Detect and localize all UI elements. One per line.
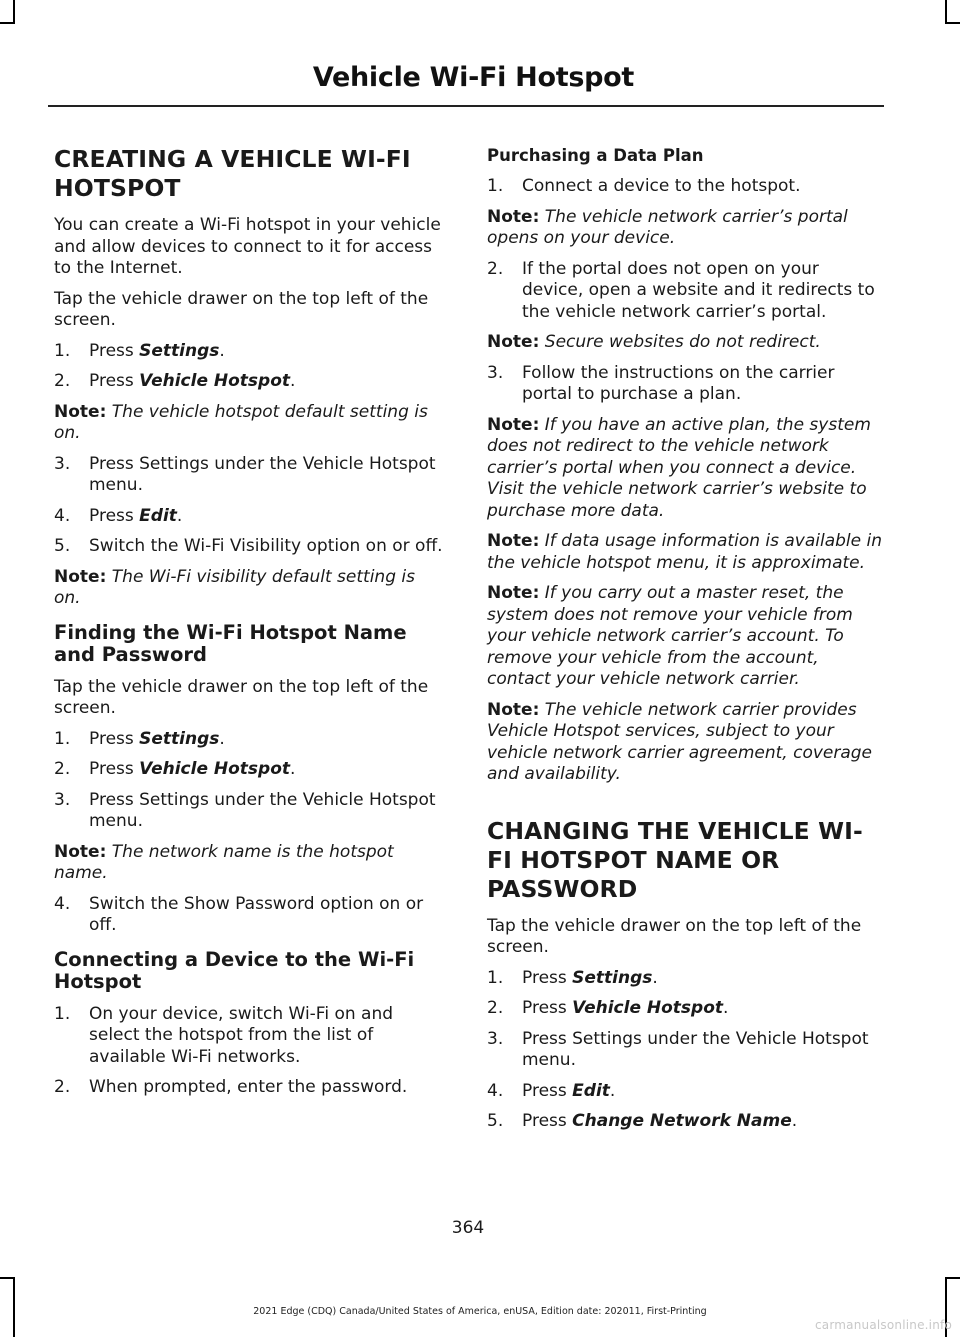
note — [487, 207, 883, 250]
note — [487, 332, 883, 354]
header-rule — [48, 105, 884, 107]
heading-line: HOTSPOT — [54, 174, 181, 202]
step-text: Press — [89, 371, 140, 391]
note-text: The vehicle network carrier provides Vehicle Hotspot services, subject to your vehicle network carrier agreement, coverage and availability. — [487, 699, 873, 784]
note-text: If you have an active plan, the system does not redirect to the vehicle network carrier’s portal when you connect a device. Visit the vehicle network carrier’s website to purchase more data. — [487, 414, 871, 521]
step-text: . — [290, 759, 296, 779]
list-item — [54, 536, 446, 558]
paragraph: Tap the vehicle drawer on the top left of the screen. — [54, 676, 429, 718]
step-text: Press — [89, 505, 140, 526]
list-item — [487, 1029, 883, 1072]
heading-line: CREATING A VEHICLE WI-FI — [54, 145, 411, 173]
section-heading — [487, 817, 883, 904]
step-text: Press — [89, 340, 140, 361]
list-item — [54, 729, 446, 751]
step-number: 2. — [54, 371, 71, 391]
list-item — [487, 363, 883, 406]
step-number: 1. — [487, 967, 504, 988]
crop-mark — [0, 22, 15, 24]
step-number: 3. — [54, 453, 71, 474]
step-text: If the portal does not open on your device, open a website and it redirects to the vehicle network carrier’s portal. — [522, 258, 875, 322]
step-emphasis: Settings — [572, 967, 653, 988]
step-text: . — [219, 728, 225, 749]
note-label: Note: — [54, 566, 107, 587]
subsection-heading: Connecting a Device to the Wi-Fi Hotspot — [54, 947, 415, 993]
list-item — [54, 341, 446, 363]
step-number: 1. — [487, 176, 504, 196]
note-text: Secure websites do not redirect. — [544, 332, 821, 352]
step-number: 3. — [487, 1028, 504, 1049]
step-text: . — [723, 998, 729, 1018]
step-emphasis: Vehicle Hotspot — [572, 998, 724, 1018]
step-text: Press — [89, 759, 140, 779]
step-text: . — [791, 1111, 798, 1131]
note-text: The vehicle network carrier’s portal opens on your device. — [487, 206, 848, 248]
step-number: 2. — [487, 998, 504, 1018]
step-text: Press — [522, 967, 573, 988]
note-text: The network name is the hotspot name. — [54, 841, 394, 883]
list-item — [487, 259, 883, 324]
list-item — [487, 1081, 883, 1103]
list-item — [487, 176, 883, 198]
step-text: Press Settings under the Vehicle Hotspot menu. — [89, 453, 436, 495]
list-item — [54, 759, 446, 781]
heading-line: FI HOTSPOT NAME OR — [487, 845, 780, 874]
note-label: Note: — [487, 206, 540, 227]
step-text: Press — [522, 1080, 573, 1101]
left-column — [54, 145, 446, 1108]
step-text: Press — [522, 1111, 573, 1131]
step-text: . — [290, 371, 296, 391]
note-label: Note: — [54, 401, 107, 422]
note — [487, 531, 883, 574]
step-text: Switch the Show Password option on or off. — [89, 893, 424, 935]
crop-mark — [0, 1277, 15, 1279]
paragraph: Tap the vehicle drawer on the top left of the screen. — [487, 915, 862, 957]
note — [487, 415, 883, 523]
step-emphasis: Change Network Name — [572, 1111, 792, 1131]
step-number: 4. — [54, 505, 71, 526]
step-text: Press Settings under the Vehicle Hotspot menu. — [522, 1028, 869, 1070]
paragraph: Tap the vehicle drawer on the top left of the screen. — [54, 288, 429, 330]
list-item — [487, 968, 883, 990]
list-item — [54, 894, 446, 937]
step-number: 5. — [54, 536, 71, 556]
note-label: Note: — [487, 414, 540, 435]
step-emphasis: Settings — [139, 340, 220, 361]
note-label: Note: — [487, 699, 540, 720]
step-text: . — [609, 1080, 616, 1101]
step-text: . — [219, 340, 225, 361]
list-item — [487, 998, 883, 1020]
paragraph: You can create a Wi-Fi hotspot in your vehicle and allow devices to connect to it for access to the Internet. — [54, 215, 441, 278]
step-number: 2. — [54, 1077, 71, 1097]
step-text: On your device, switch Wi-Fi on and select the hotspot from the list of available Wi-Fi networks. — [89, 1003, 394, 1067]
step-text: When prompted, enter the password. — [89, 1077, 408, 1097]
note-label: Note: — [487, 531, 540, 551]
crop-mark — [945, 1277, 960, 1279]
spacer — [487, 795, 883, 817]
right-column — [487, 145, 883, 1142]
list-item — [54, 790, 446, 833]
section-heading — [54, 145, 446, 203]
step-number: 2. — [487, 258, 504, 279]
step-number: 1. — [54, 340, 71, 361]
subsection-heading: Finding the Wi-Fi Hotspot Name and Password — [54, 620, 407, 666]
step-emphasis: Edit — [572, 1080, 610, 1101]
step-text: Connect a device to the hotspot. — [522, 176, 801, 196]
note — [487, 583, 883, 691]
note-text: The Wi-Fi visibility default setting is on. — [54, 566, 415, 608]
list-item — [54, 1077, 446, 1099]
note-text: If data usage information is available in the vehicle hotspot menu, it is approximate. — [487, 531, 883, 573]
note — [54, 402, 446, 445]
step-number: 3. — [487, 362, 504, 383]
step-text: Press Settings under the Vehicle Hotspot menu. — [89, 789, 436, 831]
step-text: Press — [89, 728, 140, 749]
step-text: . — [652, 967, 658, 988]
list-item — [54, 371, 446, 393]
step-number: 4. — [54, 893, 71, 914]
note-label: Note: — [487, 332, 540, 352]
note-label: Note: — [54, 841, 107, 862]
crop-mark — [945, 22, 960, 24]
step-text: . — [176, 505, 183, 526]
crop-mark — [13, 0, 15, 24]
crop-mark — [945, 0, 947, 24]
step-number: 1. — [54, 728, 71, 749]
list-item — [54, 454, 446, 497]
step-emphasis: Vehicle Hotspot — [139, 371, 291, 391]
list-item — [487, 1111, 883, 1133]
note-text: The vehicle hotspot default setting is on. — [54, 401, 428, 443]
step-number: 4. — [487, 1080, 504, 1101]
step-emphasis: Edit — [139, 505, 177, 526]
step-number: 1. — [54, 1003, 71, 1024]
step-emphasis: Settings — [139, 728, 220, 749]
step-text: Follow the instructions on the carrier portal to purchase a plan. — [522, 362, 835, 404]
heading-line: CHANGING THE VEHICLE WI- — [487, 816, 863, 845]
note — [487, 700, 883, 786]
step-text: Switch the Wi-Fi Visibility option on or off. — [89, 536, 443, 556]
step-text: Press — [522, 998, 573, 1018]
watermark: carmanualsonline.info — [815, 1318, 952, 1332]
step-number: 2. — [54, 759, 71, 779]
page-number: 364 — [451, 1218, 485, 1238]
note — [54, 567, 446, 610]
step-number: 3. — [54, 789, 71, 810]
note-text: If you carry out a master reset, the system does not remove your vehicle from your vehicle network carrier’s account. To remove your vehicle from the account, contact your vehicle network carrier. — [487, 583, 853, 689]
subsection-heading: Purchasing a Data Plan — [487, 146, 704, 165]
note-label: Note: — [487, 583, 540, 603]
list-item — [54, 506, 446, 528]
step-number: 5. — [487, 1111, 504, 1131]
heading-line: PASSWORD — [487, 874, 638, 903]
list-item — [54, 1004, 446, 1069]
note — [54, 842, 446, 885]
step-emphasis: Vehicle Hotspot — [139, 759, 291, 779]
edition-footer: 2021 Edge (CDQ) Canada/United States of America, enUSA, Edition date: 202011, First-Printing — [253, 1306, 707, 1317]
page-title: Vehicle Wi-Fi Hotspot — [312, 62, 634, 93]
